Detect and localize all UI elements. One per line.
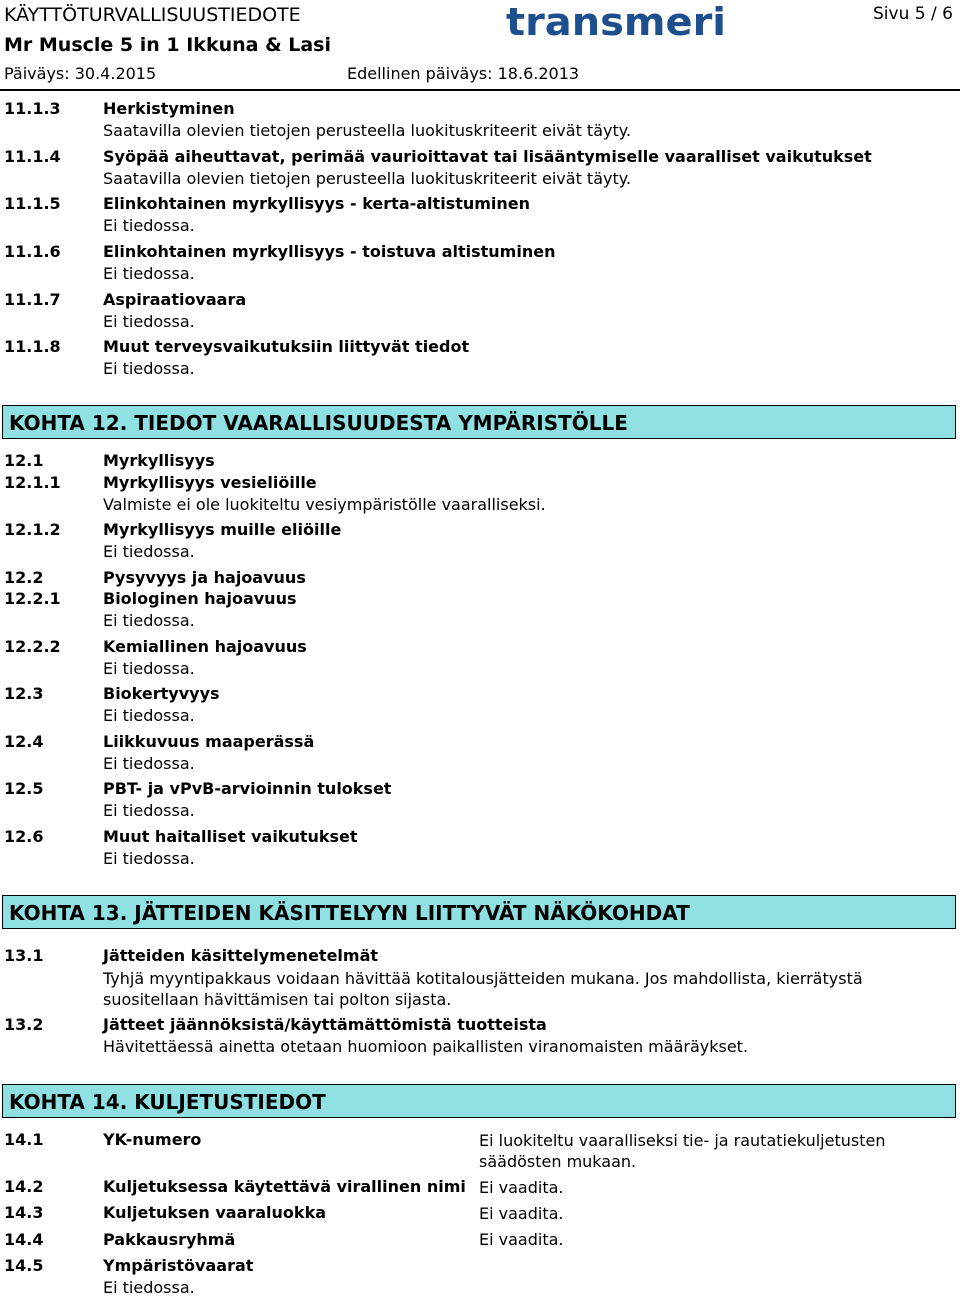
section-number: 11.1.3 <box>4 99 61 118</box>
document-date: Päiväys: 30.4.2015 <box>4 64 157 83</box>
section-text: Saatavilla olevien tietojen perusteella luokituskriteerit eivät täyty. <box>103 169 632 188</box>
section-value: Ei luokiteltu vaaralliseksi tie- ja rautatiekuljetusten säädösten mukaan. <box>479 1131 886 1171</box>
section-text: Saatavilla olevien tietojen perusteella luokituskriteerit eivät täyty. <box>103 121 632 140</box>
section-number: 11.1.4 <box>4 147 61 166</box>
section-title: YK-numero <box>103 1130 202 1149</box>
section-title: Herkistyminen <box>103 99 235 118</box>
section-number: 12.2.2 <box>4 637 61 656</box>
section-title: Elinkohtainen myrkyllisyys - toistuva altistuminen <box>103 242 556 261</box>
section-title: Syöpää aiheuttavat, perimää vaurioittavat tai lisääntymiselle vaaralliset vaikutukset <box>103 147 872 166</box>
header-divider <box>0 89 960 91</box>
section-title: Muut terveysvaikutuksiin liittyvät tiedot <box>103 337 470 356</box>
section-number: 12.5 <box>4 779 44 798</box>
section-text: Ei tiedossa. <box>103 216 195 235</box>
section-text: Ei tiedossa. <box>103 706 195 725</box>
section-number: 14.5 <box>4 1256 44 1275</box>
section-title: Pakkausryhmä <box>103 1230 236 1249</box>
section-title: Jätteiden käsittelymenetelmät <box>103 946 379 965</box>
section-banner-12: KOHTA 12. TIEDOT VAARALLISUUDESTA YMPÄRISTÖLLE <box>2 405 956 439</box>
section-title: Jätteet jäännöksistä/käyttämättömistä tuotteista <box>103 1015 547 1034</box>
section-number: 12.1 <box>4 451 44 470</box>
section-text: Ei tiedossa. <box>103 849 195 868</box>
section-title: Liikkuvuus maaperässä <box>103 732 315 751</box>
section-title: Kemiallinen hajoavuus <box>103 637 307 656</box>
section-title: Muut haitalliset vaikutukset <box>103 827 358 846</box>
section-text: Ei tiedossa. <box>103 611 195 630</box>
section-text: Ei tiedossa. <box>103 1278 195 1297</box>
section-number: 12.3 <box>4 684 44 703</box>
section-banner-13: KOHTA 13. JÄTTEIDEN KÄSITTELYYN LIITTYVÄT NÄKÖKOHDAT <box>2 895 956 929</box>
section-number: 11.1.7 <box>4 290 61 309</box>
section-number: 14.4 <box>4 1230 44 1249</box>
section-title: Ympäristövaarat <box>103 1256 254 1275</box>
section-title: Kuljetuksessa käytettävä virallinen nimi <box>103 1177 466 1196</box>
section-banner-14: KOHTA 14. KULJETUSTIEDOT <box>2 1084 956 1118</box>
section-number: 12.2 <box>4 568 44 587</box>
section-text: Ei tiedossa. <box>103 801 195 820</box>
section-title: Myrkyllisyys vesieliöille <box>103 473 317 492</box>
section-title: Aspiraatiovaara <box>103 290 247 309</box>
section-text: Ei tiedossa. <box>103 312 195 331</box>
section-number: 12.2.1 <box>4 589 61 608</box>
logo-text: transmeri <box>506 2 726 42</box>
section-number: 11.1.6 <box>4 242 61 261</box>
section-text: Ei tiedossa. <box>103 264 195 283</box>
section-text: Ei tiedossa. <box>103 754 195 773</box>
document-type: KÄYTTÖTURVALLISUUSTIEDOTE <box>4 4 301 26</box>
section-value: Ei vaadita. <box>479 1230 564 1249</box>
section-title: Biokertyvyys <box>103 684 220 703</box>
page-number: Sivu 5 / 6 <box>873 4 953 24</box>
section-number: 14.1 <box>4 1130 44 1149</box>
section-number: 12.1.1 <box>4 473 61 492</box>
section-title: Biologinen hajoavuus <box>103 589 297 608</box>
section-text: Ei tiedossa. <box>103 542 195 561</box>
section-title: Kuljetuksen vaaraluokka <box>103 1203 326 1222</box>
section-title: Myrkyllisyys <box>103 451 215 470</box>
section-number: 14.2 <box>4 1177 44 1196</box>
section-number: 12.6 <box>4 827 44 846</box>
section-number: 14.3 <box>4 1203 44 1222</box>
section-text: Ei tiedossa. <box>103 359 195 378</box>
section-text: Tyhjä myyntipakkaus voidaan hävittää kotitalousjätteiden mukana. Jos mahdollista, kierrätystä suositellaan hävittämisen tai polton sijasta. <box>103 969 863 1009</box>
transmeri-logo <box>506 2 728 42</box>
section-title: Elinkohtainen myrkyllisyys - kerta-altistuminen <box>103 194 531 213</box>
section-text: Ei tiedossa. <box>103 659 195 678</box>
section-number: 13.1 <box>4 946 44 965</box>
product-name: Mr Muscle 5 in 1 Ikkuna & Lasi <box>4 34 331 56</box>
section-number: 11.1.5 <box>4 194 61 213</box>
section-value: Ei vaadita. <box>479 1204 564 1223</box>
section-text: Valmiste ei ole luokiteltu vesiympäristölle vaaralliseksi. <box>103 495 546 514</box>
section-title: PBT- ja vPvB-arvioinnin tulokset <box>103 779 392 798</box>
section-text: Hävitettäessä ainetta otetaan huomioon paikallisten viranomaisten määräykset. <box>103 1037 749 1056</box>
section-value: Ei vaadita. <box>479 1178 564 1197</box>
section-title: Pysyvyys ja hajoavuus <box>103 568 306 587</box>
section-number: 12.1.2 <box>4 520 61 539</box>
previous-date: Edellinen päiväys: 18.6.2013 <box>347 64 580 83</box>
section-number: 13.2 <box>4 1015 44 1034</box>
section-number: 12.4 <box>4 732 44 751</box>
section-title: Myrkyllisyys muille eliöille <box>103 520 342 539</box>
section-number: 11.1.8 <box>4 337 61 356</box>
